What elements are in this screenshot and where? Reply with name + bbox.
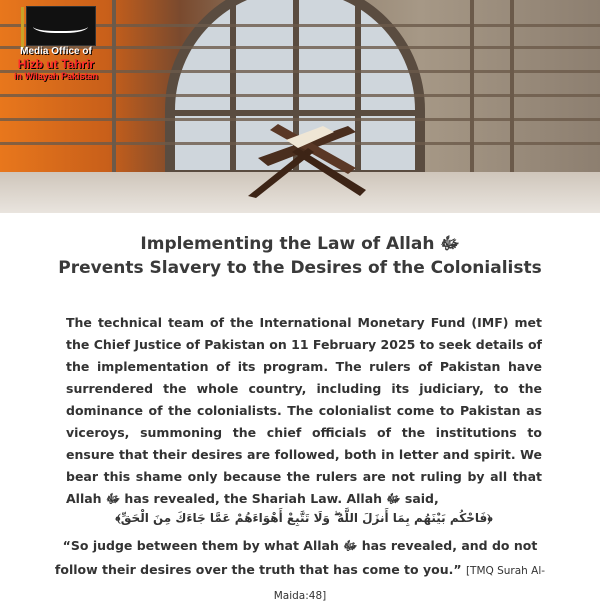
flag-icon	[26, 6, 96, 46]
title-line-1: Implementing the Law of Allah ﷻ	[140, 234, 460, 254]
logo-line-1: Media Office of	[20, 46, 92, 57]
body-paragraph: The technical team of the International Monetary Fund (IMF) met the Chief Justice of Pakistan on 11 February 2025 to seek details of the implementation of its program. The rulers of Pakistan have surrendered the whole country, including its judiciary, to the dominance of the colonialists. The colonialist come to Pakistan as viceroys, summoning the chief officials of the institutions to ensure that their desires are followed, both in letter and spirit. We bear this shame only because the rulers are not ruling by all that Allah ﷻ has revealed, the Shariah Law. Allah ﷻ said,	[66, 315, 542, 506]
verse-reference: [TMQ Surah Al-Maida:48]	[273, 565, 546, 602]
quran-stand-icon	[238, 118, 368, 198]
logo-line-3: in Wilayah Pakistan	[14, 71, 98, 81]
translation-text: “So judge between them by what Allah ﷻ has revealed, and do not follow their desires over the truth that has come to you.”	[54, 538, 538, 577]
logo-line-2: Hizb ut Tahrir	[17, 57, 95, 71]
quran-verse-arabic: ﴿فَاحْكُم بَيْنَهُم بِمَا أَنزَلَ اللَّهُ ۖ وَلَا تَتَّبِعْ أَهْوَاءَهُمْ عَمَّا جَاءَكَ مِنَ الْحَقِّ﴾	[115, 511, 493, 525]
page-title	[0, 232, 600, 280]
title-line-2: Prevents Slavery to the Desires of the Colonialists	[58, 258, 542, 278]
verse-translation	[40, 534, 560, 608]
media-office-logo	[10, 6, 98, 106]
header-banner-image	[0, 0, 600, 213]
